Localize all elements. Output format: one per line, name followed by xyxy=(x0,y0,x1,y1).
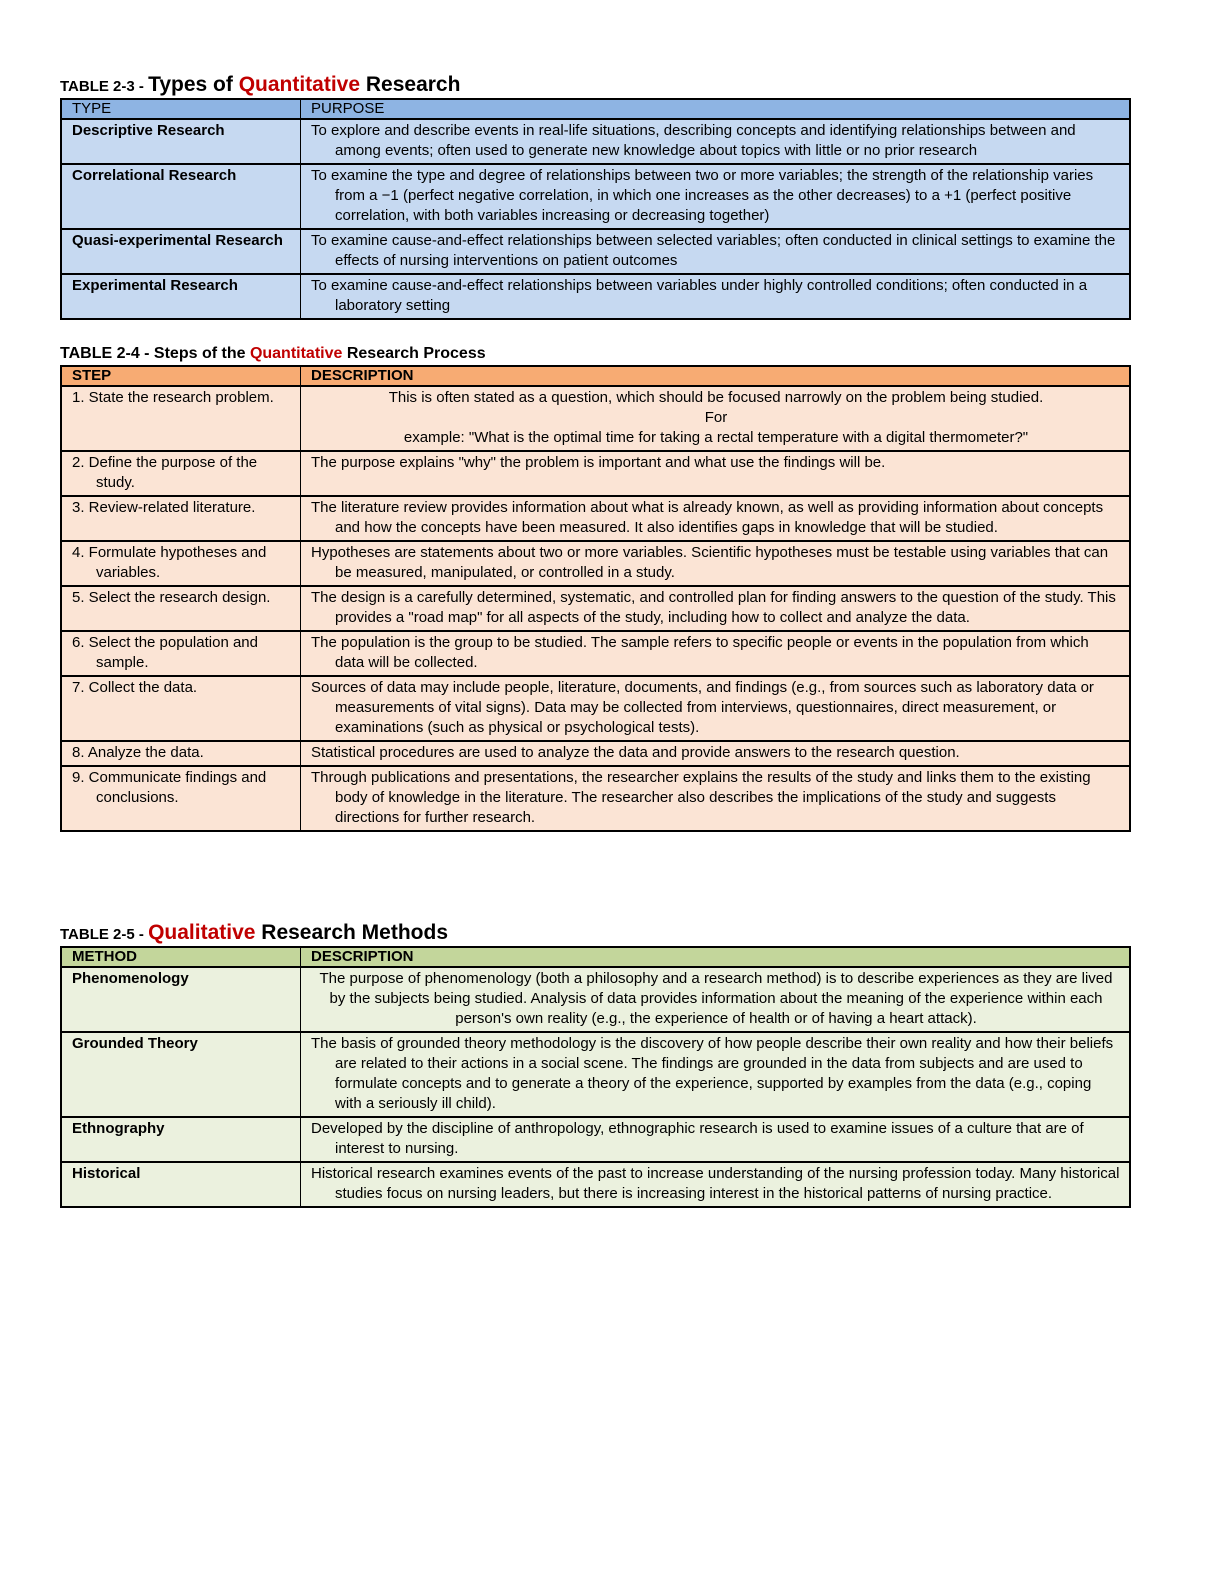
table-2-3-section xyxy=(60,74,1131,320)
description-cell: The purpose of phenomenology (both a philosophy and a research method) is to describe experiences as they are lived by the subjects being studied. Analysis of data provides information about the meaning of the experience within each person's own reality (e.g., the experience of health or of having a heart attack). xyxy=(301,967,1131,1032)
table-2-3-title: TABLE 2-3 - Types of Quantitative Research xyxy=(60,73,461,96)
description-cell: Historical research examines events of the past to increase understanding of the nursing profession today. Many historical studies focus on nursing leaders, but there is increasing interest in the historical patterns of nursing practice. xyxy=(311,1165,1120,1202)
table-header-row xyxy=(61,366,1130,386)
description-cell: The literature review provides information about what is already known, as well as providing information about concepts and how the concepts have been measured. It also identifies gaps in knowledge that will be studied. xyxy=(311,499,1104,536)
step-cell: 7. Collect the data. xyxy=(72,679,198,696)
table-header-row xyxy=(61,947,1130,967)
step-cell: 3. Review-related literature. xyxy=(72,499,256,516)
table-row xyxy=(61,741,1130,766)
table-row xyxy=(61,164,1130,229)
description-cell: Through publications and presentations, the researcher explains the results of the study and links them to the existing body of knowledge in the literature. The researcher also describes the implications of the study and suggests directions for further research. xyxy=(311,769,1091,826)
table-row xyxy=(61,1162,1130,1207)
description-cell: Sources of data may include people, literature, documents, and findings (e.g., from sources such as laboratory data or measurements of vital signs). Data may be collected from interviews, questionnaires, direct measurement, or examinations (such as physical or psychological tests). xyxy=(311,679,1094,736)
header-description: DESCRIPTION xyxy=(301,947,1131,967)
purpose-cell: To explore and describe events in real-life situations, describing concepts and identifying relationships between and among events; often used to generate new knowledge about topics with little or no prior research xyxy=(311,122,1076,159)
method-cell: Ethnography xyxy=(61,1117,301,1162)
description-cell: The population is the group to be studied. The sample refers to specific people or events in the population from which data will be collected. xyxy=(311,634,1089,671)
table-row xyxy=(61,631,1130,676)
description-line: example: "What is the optimal time for taking a rectal temperature with a digital thermometer?" xyxy=(403,429,1029,446)
description-line: This is often stated as a question, which should be focused narrowly on the problem being studied. xyxy=(388,389,1044,406)
step-cell: 1. State the research problem. xyxy=(72,389,274,406)
step-cell: 4. Formulate hypotheses and variables. xyxy=(72,544,267,581)
description-cell: The design is a carefully determined, systematic, and controlled plan for finding answers to the question of the study. This provides a "road map" for all aspects of the study, including how to collect and analyze the data. xyxy=(311,589,1116,626)
purpose-cell: To examine cause-and-effect relationships between variables under highly controlled conditions; often conducted in a laboratory setting xyxy=(311,277,1088,314)
table-header-row xyxy=(61,99,1130,119)
purpose-cell: To examine the type and degree of relationships between two or more variables; the strength of the relationship varies from a −1 (perfect negative correlation, in which one increases as the other decreases) to a +1 (perfect positive correlation, with both variables increasing or decreasing together) xyxy=(311,167,1094,224)
header-purpose: PURPOSE xyxy=(301,99,1131,119)
step-cell: 9. Communicate findings and conclusions. xyxy=(72,769,267,806)
header-method: METHOD xyxy=(61,947,301,967)
description-cell: Developed by the discipline of anthropology, ethnographic research is used to examine issues of a culture that are of interest to nursing. xyxy=(311,1120,1084,1157)
type-cell: Correlational Research xyxy=(61,164,301,229)
table-2-5 xyxy=(60,946,1131,1208)
header-step: STEP xyxy=(61,366,301,386)
step-cell: 2. Define the purpose of the study. xyxy=(72,454,258,491)
table-row xyxy=(61,496,1130,541)
table-row xyxy=(61,274,1130,319)
table-2-5-section xyxy=(60,922,1131,1208)
step-cell: 8. Analyze the data. xyxy=(72,744,204,761)
type-cell: Quasi-experimental Research xyxy=(61,229,301,274)
step-cell: 6. Select the population and sample. xyxy=(72,634,258,671)
step-cell: 5. Select the research design. xyxy=(72,589,271,606)
table-row xyxy=(61,386,1130,451)
table-row xyxy=(61,229,1130,274)
description-cell: Statistical procedures are used to analyze the data and provide answers to the research question. xyxy=(311,744,960,761)
description-cell: The purpose explains "why" the problem is important and what use the findings will be. xyxy=(311,454,886,471)
purpose-cell: To examine cause-and-effect relationships between selected variables; often conducted in clinical settings to examine the effects of nursing interventions on patient outcomes xyxy=(311,232,1116,269)
type-cell: Experimental Research xyxy=(61,274,301,319)
method-cell: Historical xyxy=(61,1162,301,1207)
table-row xyxy=(61,676,1130,741)
description-cell: The basis of grounded theory methodology is the discovery of how people describe their own reality and how their beliefs are related to their actions in a social scene. The findings are grounded in the data from subjects and are used to formulate concepts and to generate a theory of the experience, supported by examples from the data (e.g., coping with a seriously ill child). xyxy=(311,1035,1114,1112)
description-cell xyxy=(301,386,1131,451)
table-2-4-section xyxy=(60,343,1131,832)
type-cell: Descriptive Research xyxy=(61,119,301,164)
table-row xyxy=(61,1032,1130,1117)
header-type: TYPE xyxy=(61,99,301,119)
method-cell: Grounded Theory xyxy=(61,1032,301,1117)
table-2-3 xyxy=(60,98,1131,320)
description-line: For xyxy=(704,409,728,426)
table-2-4-title: TABLE 2-4 - Steps of the Quantitative Research Process xyxy=(60,345,486,362)
table-row xyxy=(61,541,1130,586)
table-row xyxy=(61,586,1130,631)
table-row xyxy=(61,766,1130,831)
table-row xyxy=(61,967,1130,1032)
table-row xyxy=(61,451,1130,496)
table-2-5-title: TABLE 2-5 - Qualitative Research Methods xyxy=(60,921,448,944)
table-row xyxy=(61,119,1130,164)
description-cell: Hypotheses are statements about two or more variables. Scientific hypotheses must be testable using variables that can be measured, manipulated, or controlled in a study. xyxy=(311,544,1109,581)
header-description: DESCRIPTION xyxy=(301,366,1131,386)
method-cell: Phenomenology xyxy=(61,967,301,1032)
table-row xyxy=(61,1117,1130,1162)
table-2-4 xyxy=(60,365,1131,832)
